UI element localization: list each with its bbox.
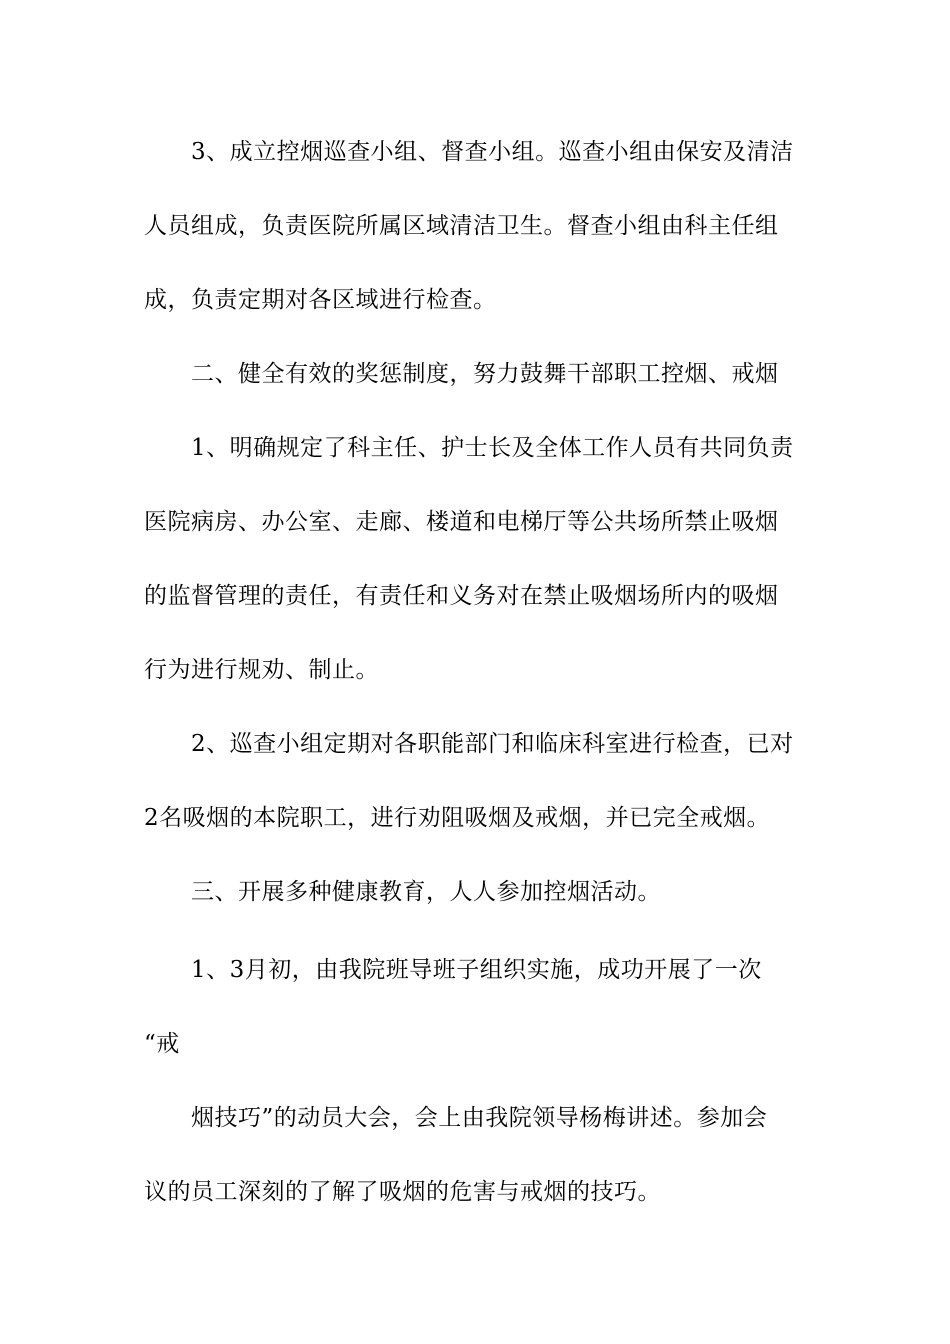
paragraph-line: 的监督管理的责任，有责任和义务对在禁止吸烟场所内的吸烟 xyxy=(144,583,779,609)
paragraph-line: 人员组成，负责医院所属区域清洁卫生。督查小组由科主任组 xyxy=(144,213,779,239)
paragraph-line: 议的员工深刻的了解了吸烟的危害与戒烟的技巧。 xyxy=(144,1179,661,1205)
paragraph-line: 2名吸烟的本院职工，进行劝阻吸烟及戒烟，并已完全戒烟。 xyxy=(144,805,771,831)
paragraph-line: 医院病房、办公室、走廊、楼道和电梯厅等公共场所禁止吸烟 xyxy=(144,509,779,535)
paragraph-line: 行为进行规劝、制止。 xyxy=(144,657,379,683)
section-heading: 三、开展多种健康教育，人人参加控烟活动。 xyxy=(191,879,661,905)
paragraph-line: 1、3月初，由我院班导班子组织实施，成功开展了一次 xyxy=(191,957,762,983)
section-heading: 二、健全有效的奖惩制度，努力鼓舞干部职工控烟、戒烟 xyxy=(191,361,779,387)
paragraph-line: 1、明确规定了科主任、护士长及全体工作人员有共同负责 xyxy=(191,435,794,461)
paragraph-line: “戒 xyxy=(144,1031,180,1057)
paragraph-line: 2、巡查小组定期对各职能部门和临床科室进行检查，已对 xyxy=(191,731,794,757)
paragraph-line: 3、成立控烟巡查小组、督查小组。巡查小组由保安及清洁 xyxy=(191,139,794,165)
paragraph-line: 烟技巧”的动员大会，会上由我院领导杨梅讲述。参加会 xyxy=(191,1105,768,1131)
paragraph-line: 成，负责定期对各区域进行检查。 xyxy=(144,287,497,313)
